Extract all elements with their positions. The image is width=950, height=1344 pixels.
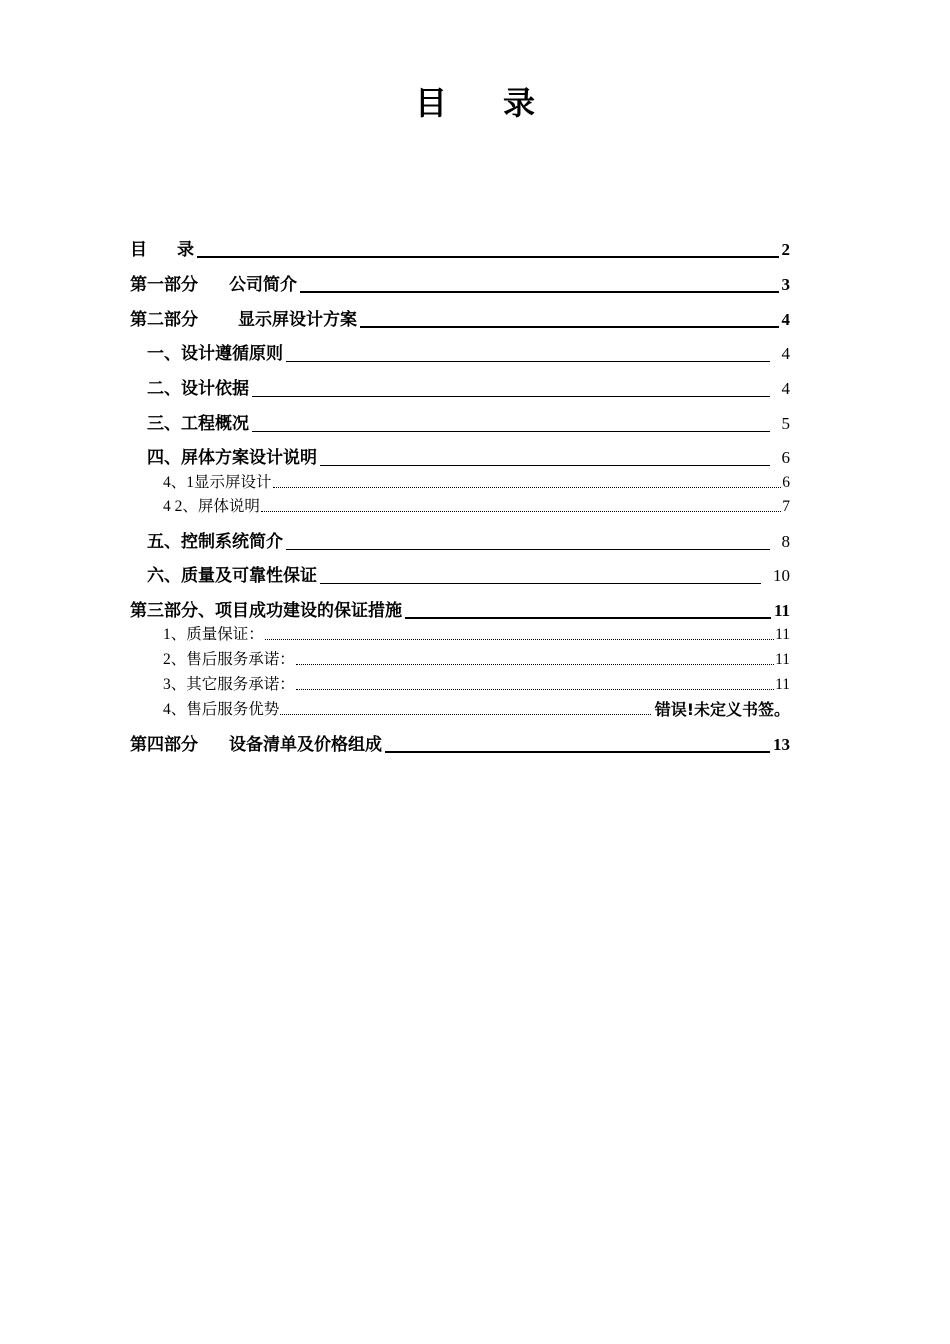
toc-page-number: 11 (775, 651, 790, 668)
toc-page-number: 6 (781, 448, 790, 467)
toc-entry-subsection-4-1[interactable] (163, 472, 790, 494)
toc-entry-section-6[interactable] (147, 564, 790, 588)
toc-entry-part3-item-2[interactable] (163, 649, 790, 671)
toc-entry-contents[interactable] (130, 238, 790, 262)
page-title-part2: 录 (503, 84, 536, 122)
toc-leader (320, 465, 770, 466)
toc-label: 公司简介 (229, 275, 297, 295)
toc-entry-section-3[interactable] (147, 412, 790, 436)
toc-leader (265, 639, 774, 640)
toc-page-number: 11 (773, 601, 790, 620)
toc-page-number: 11 (775, 676, 790, 693)
toc-label: 1、质量保证： (163, 626, 264, 643)
toc-leader (261, 511, 781, 512)
toc-label: 五、控制系统简介 (147, 532, 283, 552)
toc-entry-section-5[interactable] (147, 530, 790, 554)
toc-page-number: 4 (781, 344, 790, 363)
toc-label: 三、工程概况 (147, 414, 249, 434)
toc-label: 4 2、屏体说明 (163, 498, 260, 515)
toc-label: 六、质量及可靠性保证 (147, 566, 317, 586)
toc-label: 目 (130, 240, 147, 260)
toc-leader (360, 326, 779, 328)
toc-label: 设备清单及价格组成 (229, 735, 382, 755)
toc-entry-part4[interactable] (130, 733, 790, 757)
toc-entry-part1[interactable] (130, 273, 790, 297)
toc-leader (252, 396, 770, 397)
toc-label: 四、屏体方案设计说明 (147, 448, 317, 468)
toc-label: 一、设计遵循原则 (147, 344, 283, 364)
toc-entry-part3[interactable] (130, 599, 790, 623)
toc-leader (280, 714, 650, 715)
toc-page-number: 7 (782, 498, 790, 515)
toc-label: 第三部分、项目成功建设的保证措施 (130, 601, 402, 621)
toc-label: 4、售后服务优势 (163, 701, 280, 718)
toc-leader (286, 549, 770, 550)
toc-entry-part2[interactable] (130, 308, 790, 332)
toc-leader (405, 617, 771, 619)
toc-label: 显示屏设计方案 (238, 310, 357, 330)
toc-page-number: 6 (782, 474, 790, 491)
toc-leader (252, 431, 770, 432)
toc-page-number: 5 (781, 414, 790, 433)
toc-entry-part3-item-4[interactable] (163, 699, 790, 721)
toc-page-number: 4 (781, 310, 790, 329)
toc-label: 录 (177, 240, 194, 260)
toc-entry-section-1[interactable] (147, 342, 790, 366)
toc-page-number: 2 (781, 240, 790, 259)
toc-entry-section-4[interactable] (147, 446, 790, 470)
toc-label: 3、其它服务承诺： (163, 676, 295, 693)
toc-page-number: 11 (775, 626, 790, 643)
toc-label: 第一部分 (130, 275, 198, 295)
toc-entry-section-2[interactable] (147, 377, 790, 401)
toc-label: 二、设计依据 (147, 379, 249, 399)
toc-label: 2、售后服务承诺： (163, 651, 295, 668)
toc-entry-part3-item-1[interactable] (163, 624, 790, 646)
toc-page-number: 13 (773, 735, 790, 754)
toc-page-number: 8 (781, 532, 790, 551)
toc-leader (197, 256, 779, 258)
toc-label: 4、1显示屏设计 (163, 474, 272, 491)
toc-page-number: 10 (773, 566, 790, 585)
toc-leader (296, 689, 774, 690)
toc-page-number: 3 (781, 275, 790, 294)
toc-leader (320, 583, 761, 584)
toc-leader (286, 361, 770, 362)
toc-leader (296, 664, 774, 665)
page-title (0, 78, 950, 124)
toc-label: 第四部分 (130, 735, 198, 755)
toc-entry-subsection-4-2[interactable] (163, 496, 790, 518)
toc-label: 第二部分 (130, 310, 198, 330)
toc-leader (385, 751, 770, 753)
toc-leader (300, 291, 779, 293)
toc-page-number: 4 (781, 379, 790, 398)
page-title-part1: 目 (414, 84, 447, 122)
toc-bookmark-error: 错误!未定义书签。 (654, 700, 790, 719)
toc-entry-part3-item-3[interactable] (163, 674, 790, 696)
toc-leader (273, 487, 782, 488)
